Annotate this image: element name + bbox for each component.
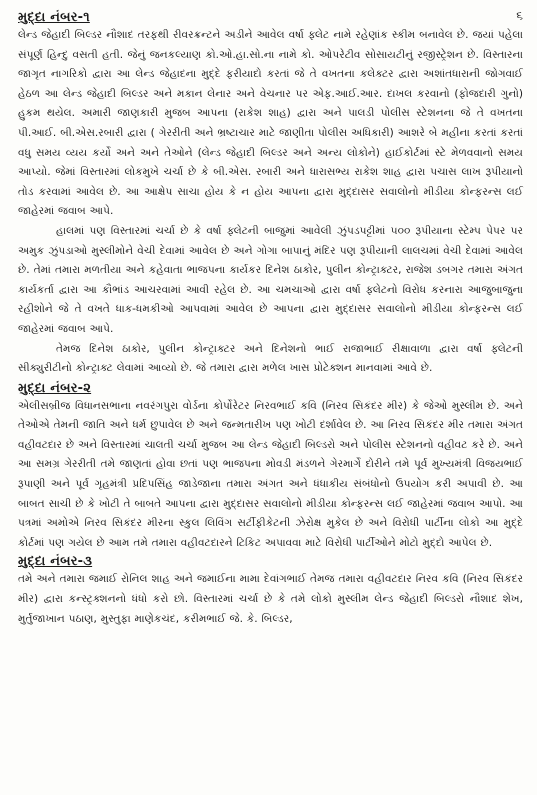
section-1 bbox=[18, 10, 523, 379]
section-heading: મુદ્દા નંબર-૨ bbox=[18, 380, 92, 396]
paragraph: હાલમાં પણ વિસ્તારમાં ચર્ચા છે કે વર્ષા ફ્લેટની બાજુમાં આવેલી ઝુંપડપટ્ટીમાં ૫૦૦ રૂપીયાના સ્ટેમ્પ પેપર પર અમુક ઝુંપડાઓ મુસ્લીમોને વેચી દેવામાં આવેલ છે અને ગોગા બાપાનું મંદિર પણ રૂપીયાની લાલચમાં વેચી દેવામાં આવેલ છે. તેમાં તમારા મળતીયા અને કહેવાતા ભાજપના કાર્યકર દિનેશ ઠાકોર, પુલીન કોન્ટ્રાક્ટર, રાજેશ ડબગર તમારા અંગત કાર્યકર્તા દ્વારા આ કૌભાંડ આચરવામાં આવી રહેલ છે. આ ચમચાઓ દ્વારા વર્ષા ફ્લેટનો વિરોધ કરનારા આજુબાજુના રહીશોને જે તે વખતે ધાક-ધમકીઓ આપવામાં આવેલ છે આપના દ્વારા મુદ્દાસર સવાલોનો મીડીયા કોન્ફરન્સ લઈ જાહેરમાં જવાબ આપે. bbox=[18, 224, 523, 335]
section-heading: મુદ્દા નંબર-૧ bbox=[18, 10, 90, 25]
paragraph: તમે અને તમારા જમાઈ રોનિલ શાહ અને જમાઈના મામા દેવાંગભાઈ તેમજ તમારા વહીવટદાર નિરવ કવિ (નિરવ સિકંદર મીર) દ્વારા કન્સ્ટ્રક્શનનો ધંધો કરો છો. વિસ્તારમાં ચર્ચા છે કે તમે લોકો મુસ્લીમ લેન્ડ જેહાદી બિલ્ડરો નૌશાદ શેખ, મુર્તુજાખાન પઠાણ, મુસ્તુફા માણેકચંદ, કરીમભાઈ જે. કે. બિલ્ડર, bbox=[18, 573, 523, 625]
section-2 bbox=[18, 381, 523, 554]
section-3 bbox=[18, 554, 523, 629]
page-number: ૬ bbox=[516, 8, 523, 22]
paragraph: એલીસબ્રીજ વિધાનસભાના નવરંગપુરા વોર્ડના કોર્પોરેટર નિરવભાઈ કવિ (નિરવ સિકંદર મીર) કે જેઓ મુસ્લીમ છે. અને તેઓએ તેમની જાતિ અને ધર્મ છુપાવેલ છે અને જન્મતારીખ પણ ખોટી દર્શાવેલ છે. આ નિરવ સિકંદર મીર તમારા અંગત વહીવટદાર છે અને વિસ્તારમાં ચાલતી ચર્ચા મુજબ આ લેન્ડ જેહાદી બિલ્ડરો અને પોલીસ સ્ટેશનનો વહીવટ કરે છે. અને આ સમગ્ર ગેરરીતી તમે જાણતાં હોવા છતાં પણ ભાજપના મોવડી મંડળને ગેરમાર્ગે દોરીને તમે પૂર્વ મુખ્યમંત્રી વિજયભાઈ રૂપાણી અને પૂર્વ ગૃહમંત્રી પ્રદિપસિંહ જાડેજાના તમારા અંગત અને ધંધાકીય સંબંધોનો ઉપયોગ કરી અપાવી છે. આ બાબત સાચી છે કે ખોટી તે બાબતે આપના દ્વારા મુદ્દાસર સવાલોનો મીડીયા કોન્ફરન્સ લઈ જાહેરમાં જવાબ આપો. આ પત્રમાં અમોએ નિરવ સિકંદર મીરના સ્કુલ લિવિંગ સર્ટીફીકેટની ઝેરોક્ષ મુકેલ છે અને વિરોધી પાર્ટીના લોકો આ મુદ્દે કોર્ટમાં પણ ગયેલ છે આમ તમે તમારા વહીવટદારને ટિકિટ અપાવવા માટે વિરોધી પાર્ટીઓને મોટો મુદ્દો આપેલ છે. bbox=[18, 399, 523, 549]
paragraph: તેમજ દિનેશ ઠાકોર, પુલીન કોન્ટ્રાક્ટર અને દિનેશનો ભાઈ રાજાભાઈ રીક્ષાવાળા દ્વારા વર્ષા ફ્લેટની સીક્યુરીટીનો કોન્ટ્રાક્ટ લેવામાં આવ્યો છે. જે તમારા દ્વારા મળેલ ખાસ પ્રોટેક્શન માનવામાં આવે છે. bbox=[18, 342, 523, 375]
paragraph: લેન્ડ જેહાદી બિલ્ડર નૌશાદ તરફથી રીવરક્રન્ટને અડીને આવેલ વર્ષા ફ્લેટ નામે રહેણાંક સ્કીમ બનાવેલ છે. જયાં પહેલા સંપૂર્ણ હિન્દુ વસતી હતી. જેનું જનકલ્યાણ કો.ઓ.હા.સો.ના નામે કો. ઓપરેટીવ સોસાયટીનું રજીસ્ટ્રેશન છે. વિસ્તારના જાગૃત નાગરિકો દ્વારા આ લેન્ડ જેહાદના મુદ્દે ફરીયાદો કરતાં જે તે વખતના કલેક્ટર દ્વારા અશાંતધારાની જોગવાઈ હેઠળ આ લેન્ડ જેહાદી બિલ્ડર અને મકાન લેનાર અને વેચનાર પર એફ.આઈ.આર. દાખલ કરવાનો (ફોજદારી ગુનો) હુકમ થયેલ. અમારી જાણકારી મુજબ આપના (રાકેશ શાહ) દ્વારા અને પાલડી પોલીસ સ્ટેશનના જે તે વખતના પી.આઈ. બી.એસ.રબારી દ્વારા ( ગેરરીતી અને ભ્રષ્ટાચાર માટે જાણીતા પોલીસ અધિકારી) આશરે બે મહીના કરતાં કરતાં વધુ સમય વ્યય કર્યો અને અને તેઓને (લેન્ડ જેહાદી બિલ્ડર અને અન્ય લોકોને) હાઈકોર્ટમાં સ્ટે મેળવવાનો સમય આપ્યો. જેમાં વિસ્તારમાં લોકમુખે ચર્ચા છે કે બી.એસ. રબારી અને ધારાસભ્ય રાકેશ શાહ દ્વારા પચાસ લાખ રૂપીયાનો તોડ કરવામાં આવેલ છે. આ આક્ષેપ સાચા હોય કે ન હોય આપના દ્વારા મુદ્દાસર સવાલોનો મીડીયા કોન્ફરન્સ લઈ જાહેરમાં જવાબ આપે. bbox=[18, 29, 523, 218]
section-heading: મુદ્દા નંબર-૩ bbox=[18, 554, 93, 570]
